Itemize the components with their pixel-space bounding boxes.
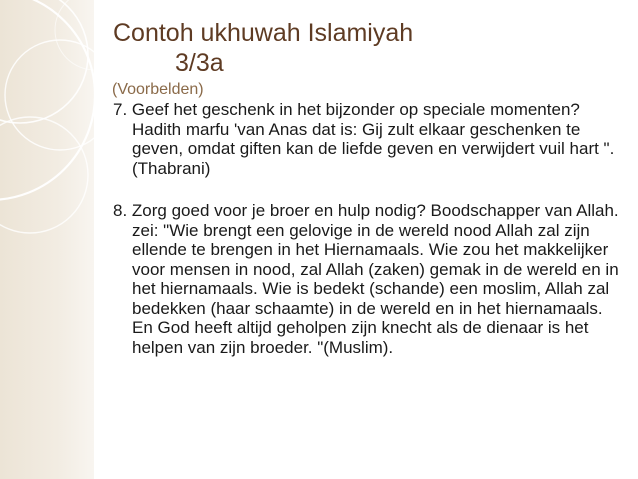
slide-body <box>113 100 628 357</box>
deco-circle-small <box>5 40 115 150</box>
slide-title-line2: 3/3a <box>175 49 224 77</box>
deco-circle-lower <box>0 117 88 233</box>
deco-circle-large <box>0 0 95 200</box>
paragraph-7: 7. Geef het geschenk in het bijzonder op speciale momenten? Hadith marfu 'van Anas dat is: Gij zult elkaar geschenken te geven, omdat giften kan de liefde geven en verwijdert vuil hart ". (Thabrani) <box>113 100 615 178</box>
deco-circle-medium <box>0 0 88 123</box>
paragraph-8: 8. Zorg goed voor je broer en hulp nodig? Boodschapper van Allah. zei: "Wie brengt een gelovige in de wereld nood Allah zal zijn ellende te brengen in het Hiernamaals. Wie zou het makkelijker voor mensen in nood, zal Allah (zaken) gemak in de wereld en in het hiernamaals. Wie is bedekt (schande) een moslim, Allah zal bedekken (haar schaamte) in de wereld en in het hiernamaals. En God heeft altijd geholpen zijn knecht als de dienaar is het helpen van zijn broeder. "(Muslim). <box>113 201 619 357</box>
slide-subtitle: (Voorbelden) <box>112 81 204 98</box>
slide-title-line1: Contoh ukhuwah Islamiyah <box>113 19 414 47</box>
slide-title <box>113 18 413 78</box>
